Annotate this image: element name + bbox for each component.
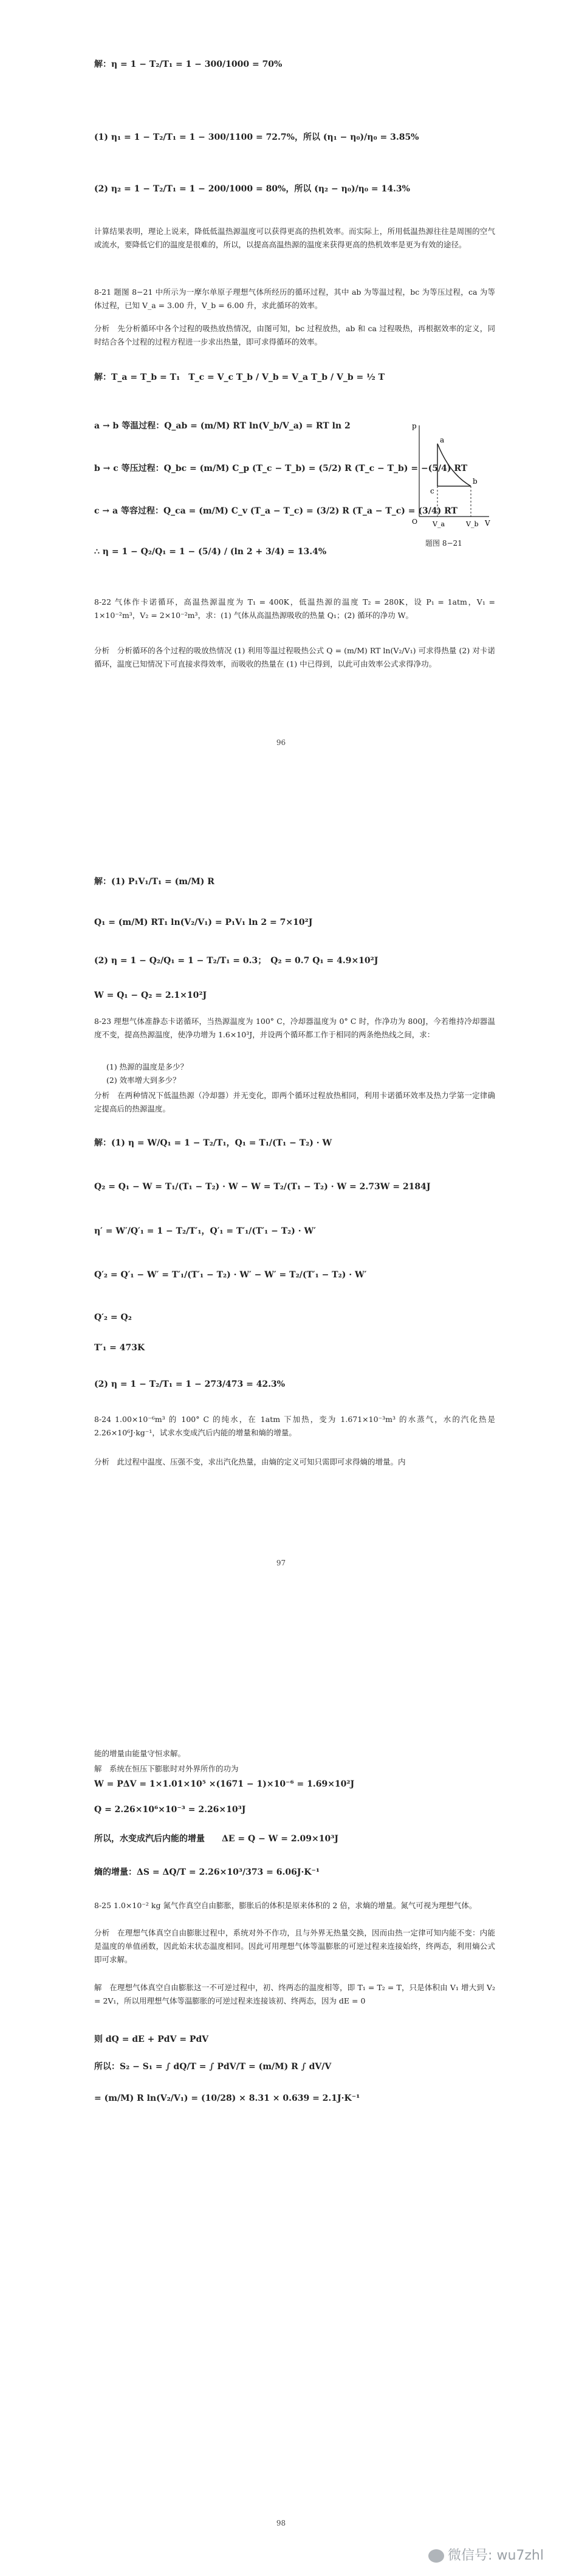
eq-8-21-bc: b → c 等压过程：Q_bc = (m/M) C_p (T_c − T_b) = (5/2) R (T_c − T_b) = −(5/4) RT (94, 464, 468, 473)
eq-8-22-efficiency: (2) η = 1 − Q₂/Q₁ = 1 − T₂/T₁ = 0.3； Q₂ = 0.7 Q₁ = 4.9×10²J (94, 956, 379, 966)
eq-8-21-temps: 解：T_a = T_b = T₁ T_c = V_c T_b / V_b = V_a T_b / V_b = ½ T (94, 373, 385, 382)
pv-diagram-figure (407, 419, 492, 529)
eq-8-22-q1: Q₁ = (m/M) RT₁ ln(V₂/V₁) = P₁V₁ ln 2 = 7×10²J (94, 918, 313, 927)
analysis-8-25: 分析 在理想气体真空自由膨胀过程中，系统对外不作功，且与外界无热量交换，因而由热一定律可知内能不变：内能是温度的单值函数，因此始末状态温度相同。因此可用理想气体等温膨胀的可逆过程来连接始终，终两态，利用熵公式即可求解。 (94, 1928, 495, 1964)
eq-8-21-efficiency: ∴ η = 1 − Q₂/Q₁ = 1 − (5/4) / (ln 2 + 3/4) = 13.4% (94, 547, 327, 557)
eq-8-23-5: Q′₂ = Q₂ (94, 1313, 132, 1322)
eq-8-23-6: T′₁ = 473K (94, 1343, 145, 1353)
eq-8-23-2: Q₂ = Q₁ − W = T₁/(T₁ − T₂) · W − W = T₂/(T₁ − T₂) · W = 2.73W = 2184J (94, 1182, 431, 1192)
page-number: 97 (276, 1559, 286, 1567)
eq-8-23-3: η′ = W′/Q′₁ = 1 − T₂/T′₁，Q′₁ = T′₁/(T′₁ − T₂) · W′ (94, 1226, 316, 1236)
analysis-8-23: 分析 在两种情况下低温热源（冷却器）并无变化，即两个循环过程放热相同，利用卡诺循环效率及热力学第一定律确定提高后的热源温度。 (94, 1091, 495, 1113)
page-number: 98 (276, 2519, 286, 2527)
figure-caption: 题图 8−21 (425, 539, 462, 548)
analysis-8-22: 分析 分析循环的各个过程的吸放热情况 (1) 利用等温过程吸热公式 Q = (m/M) RT ln(V₂/V₁) 可求得热量 (2) 对卡诺循环，温度已知情况下可直接求得效率，而吸收的热量在 (1) 中已得到，以此可由效率公式求得净功。 (94, 646, 495, 668)
eq-8-21-ca: c → a 等容过程：Q_ca = (m/M) C_v (T_a − T_c) = (3/2) R (T_a − T_c) = (3/4) RT (94, 506, 457, 516)
page-number: 96 (276, 738, 286, 747)
continuation: 能的增量由能量守恒求解。 (94, 1749, 186, 1758)
label-b: b (473, 477, 478, 486)
watermark-text: 微信号: wu7zhl (448, 2548, 544, 2563)
label-c: c (430, 487, 434, 495)
wechat-watermark (428, 2545, 544, 2564)
eq-8-24-heat: Q = 2.26×10⁶×10⁻³ = 2.26×10³J (94, 1805, 246, 1815)
problem-8-25: 8-25 1.0×10⁻² kg 氮气作真空自由膨胀，膨胀后的体积是原来体积的 2 倍，求熵的增量。氮气可视为理想气体。 (94, 1901, 477, 1910)
problem-8-24: 8-24 1.00×10⁻⁶m³ 的 100° C 的纯水，在 1atm 下加热，变为 1.671×10⁻³m³ 的水蒸气，水的汽化热是 2.26×10⁶J·kg⁻¹，试求水变成汽后内能的增量和熵的增量。 (94, 1415, 495, 1437)
page-96 (0, 0, 562, 851)
eq-8-25-1: 则 dQ = dE + PdV = PdV (94, 2035, 209, 2044)
label-vb: V_b (466, 520, 479, 528)
question-2: (2) 效率增大到多少？ (106, 1076, 180, 1085)
label-p: p (412, 422, 417, 430)
wechat-icon (428, 2549, 444, 2563)
problem-8-22: 8-22 气体作卡诺循环，高温热源温度为 T₁ = 400K，低温热源的温度 T₂ = 280K，设 P₁ = 1atm，V₁ = 1×10⁻²m³，V₂ = 2×10⁻²m³，求：(1) 气体从高温热源吸收的热量 Q₁；(2) 循环的净功 W。 (94, 597, 495, 620)
eq-8-24-energy: 所以，水变成汽后内能的增量 ΔE = Q − W = 2.09×10³J (94, 1834, 338, 1844)
problem-8-21: 8-21 题图 8−21 中所示为一摩尔单原子理想气体所经历的循环过程，其中 ab 为等温过程，bc 为等压过程，ca 为等体过程，已知 V_a = 3.00 升，V_b = 6.00 升，求此循环的效率。 (94, 287, 495, 310)
conclusion-paragraph: 计算结果表明，理论上说来，降低低温热源温度可以获得更高的热机效率。而实际上，所用低温热源往往是周围的空气或流水，要降低它们的温度是很难的，所以，以提高高温热源的温度来获得更高的热机效率是更为有效的途径。 (94, 227, 495, 249)
solution-8-24: 解 系统在恒压下膨胀时对外界所作的功为 (94, 1764, 239, 1773)
solution-line-1: 解：η = 1 − T₂/T₁ = 1 − 300/1000 = 70% (94, 60, 283, 69)
page-97 (0, 851, 562, 1714)
analysis-8-24: 分析 此过程中温度、压强不变，求出汽化热量，由熵的定义可知只需即可求得熵的增量。内 (94, 1457, 406, 1466)
eq-8-23-1: 解：(1) η = W/Q₁ = 1 − T₂/T₁，Q₁ = T₁/(T₁ − T₂) · W (94, 1138, 332, 1148)
label-a: a (440, 436, 445, 444)
analysis-8-21: 分析 先分析循环中各个过程的吸热放热情况，由图可知，bc 过程放热，ab 和 ca 过程吸热，再根据效率的定义，同时结合各个过程的过程方程进一步求出热量，即可求得循环的效率。 (94, 324, 495, 346)
eq-8-23-7: (2) η = 1 − T₂/T₁ = 1 − 273/473 = 42.3% (94, 1379, 286, 1389)
solution-line-3: (2) η₂ = 1 − T₂/T₁ = 1 − 200/1000 = 80%，所以 (η₂ − η₀)/η₀ = 14.3% (94, 184, 410, 194)
label-origin: O (412, 518, 418, 526)
eq-8-24-entropy: 熵的增量：ΔS = ΔQ/T = 2.26×10³/373 = 6.06J·K⁻¹ (94, 1867, 320, 1877)
eq-8-21-ab: a → b 等温过程：Q_ab = (m/M) RT ln(V_b/V_a) = RT ln 2 (94, 421, 351, 431)
eq-8-25-3: = (m/M) R ln(V₂/V₁) = (10/28) × 8.31 × 0.639 = 2.1J·K⁻¹ (94, 2093, 360, 2103)
question-1: (1) 热源的温度是多少？ (106, 1062, 188, 1071)
eq-8-22-work: W = Q₁ − Q₂ = 2.1×10²J (94, 991, 207, 1000)
eq-8-23-4: Q′₂ = Q′₁ − W′ = T′₁/(T′₁ − T₂) · W′ − W′ = T₂/(T′₁ − T₂) · W′ (94, 1270, 367, 1280)
eq-8-22-state: 解：(1) P₁V₁/T₁ = (m/M) R (94, 877, 214, 887)
isotherm-ab (437, 444, 471, 486)
solution-8-25: 解 在理想气体真空自由膨胀这一不可逆过程中，初、终两态的温度相等，即 T₁ = T₂ = T，只是体积由 V₁ 增大到 V₂ = 2V₁，所以用理想气体等温膨胀的可逆过程来连接该初、终两态，因为 dE = 0 (94, 1983, 495, 2005)
solution-line-2: (1) η₁ = 1 − T₂/T₁ = 1 − 300/1100 = 72.7%，所以 (η₁ − η₀)/η₀ = 3.85% (94, 132, 419, 142)
label-v: V (485, 519, 490, 527)
page-98 (0, 1714, 562, 2576)
label-va: V_a (433, 520, 445, 528)
eq-8-24-work: W = PΔV = 1×1.01×10⁵ ×(1671 − 1)×10⁻⁶ = 1.69×10²J (94, 1779, 355, 1789)
eq-8-25-2: 所以：S₂ − S₁ = ∫ dQ/T = ∫ PdV/T = (m/M) R ∫ dV/V (94, 2062, 332, 2072)
problem-8-23: 8-23 理想气体准静态卡诺循环，当热源温度为 100° C，冷却器温度为 0° C 时，作净功为 800J，今若维持冷却器温度不变，提高热源温度，使净功增为 1.6×10³J，并设两个循环都工作于相同的两条绝热线之间，求： (94, 1017, 495, 1039)
